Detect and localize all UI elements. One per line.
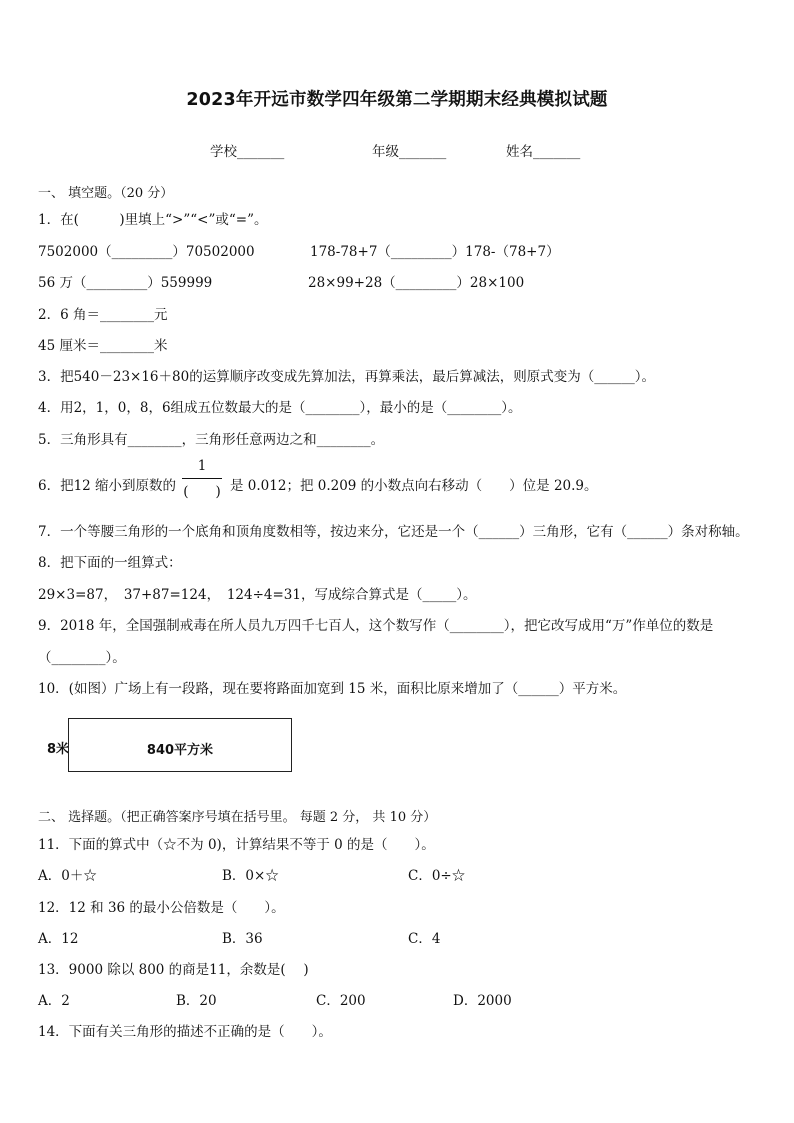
name-field: 姓名_______ xyxy=(506,144,581,160)
q13-option-c: C．200 xyxy=(316,993,366,1009)
q1-compare-a: 7502000（_________）70502000 xyxy=(38,244,255,260)
q13-option-b: B．20 xyxy=(176,993,217,1009)
q3-text: 3．把540－23×16＋80的运算顺序改变成先算加法，再算乘法，最后算减法，则原式变为（______）。 xyxy=(38,369,655,385)
school-field: 学校_______ xyxy=(210,144,285,160)
q1-compare-c: 56 万（_________）559999 xyxy=(38,275,213,291)
q13-option-a: A．2 xyxy=(38,993,70,1009)
q8-body: 29×3=87， 37+87=124， 124÷4=31，写成综合算式是（_____）。 xyxy=(38,587,477,603)
q12-option-b: B．36 xyxy=(222,931,263,947)
q13-stem: 13．9000 除以 800 的商是11，余数是( ) xyxy=(38,962,309,978)
q9-line-a: 9．2018 年，全国强制戒毒在所人员九万四千七百人，这个数写作（________），把它改写成用“万”作单位的数是 xyxy=(38,618,714,634)
q6-text-pre: 6．把12 缩小到原数的 xyxy=(38,478,177,494)
section-heading-multiple-choice: 二、 选择题。（把正确答案序号填在括号里。 每题 2 分， 共 10 分） xyxy=(38,810,437,825)
section-heading-fill-blank: 一、 填空题。（20 分） xyxy=(38,186,174,201)
fraction-denominator: ( ) xyxy=(183,484,221,500)
q1-stem: 1．在( )里填上“>”“<”或“=”。 xyxy=(38,212,268,228)
q2-line-b: 45 厘米＝________米 xyxy=(38,338,168,354)
q2-line-a: 2．6 角＝________元 xyxy=(38,307,168,323)
page-title: 2023年开远市数学四年级第二学期期末经典模拟试题 xyxy=(186,90,608,110)
fraction-numerator: 1 xyxy=(197,458,207,474)
q1-compare-d: 28×99+28（_________）28×100 xyxy=(308,275,525,291)
q4-text: 4．用2，1，0，8，6组成五位数最大的是（________），最小的是（________）。 xyxy=(38,400,522,416)
q10-stem: 10．(如图）广场上有一段路，现在要将路面加宽到 15 米，面积比原来增加了（______）平方米。 xyxy=(38,681,627,697)
q11-stem: 11．下面的算式中（☆不为 0)，计算结果不等于 0 的是（ ）。 xyxy=(38,837,435,853)
q6-fraction xyxy=(178,458,226,500)
fraction-bar xyxy=(182,478,222,479)
q12-option-a: A．12 xyxy=(38,931,79,947)
road-rectangle-figure xyxy=(68,718,292,772)
q5-text: 5．三角形具有________，三角形任意两边之和________。 xyxy=(38,432,385,448)
q11-option-b: B．0×☆ xyxy=(222,868,279,884)
q12-stem: 12．12 和 36 的最小公倍数是（ ）。 xyxy=(38,900,285,916)
q7-text: 7．一个等腰三角形的一个底角和顶角度数相等，按边来分，它还是一个（______）三角形，它有（______）条对称轴。 xyxy=(38,524,749,540)
q11-option-c: C．0÷☆ xyxy=(408,868,466,884)
q13-option-d: D．2000 xyxy=(453,993,512,1009)
q14-stem: 14．下面有关三角形的描述不正确的是（ ）。 xyxy=(38,1024,332,1040)
q9-line-b: （________）。 xyxy=(38,650,126,666)
q8-stem: 8．把下面的一组算式： xyxy=(38,555,182,571)
q1-compare-b: 178-78+7（_________）178-（78+7） xyxy=(310,244,560,260)
figure-area-label: 840平方米 xyxy=(146,743,214,758)
figure-side-label: 8米 xyxy=(47,742,70,757)
q11-option-a: A．0＋☆ xyxy=(38,868,97,884)
grade-field: 年级_______ xyxy=(372,144,447,160)
q6-text-post: 是 0.012；把 0.209 的小数点向右移动（ ）位是 20.9。 xyxy=(230,478,598,494)
q12-option-c: C．4 xyxy=(408,931,441,947)
